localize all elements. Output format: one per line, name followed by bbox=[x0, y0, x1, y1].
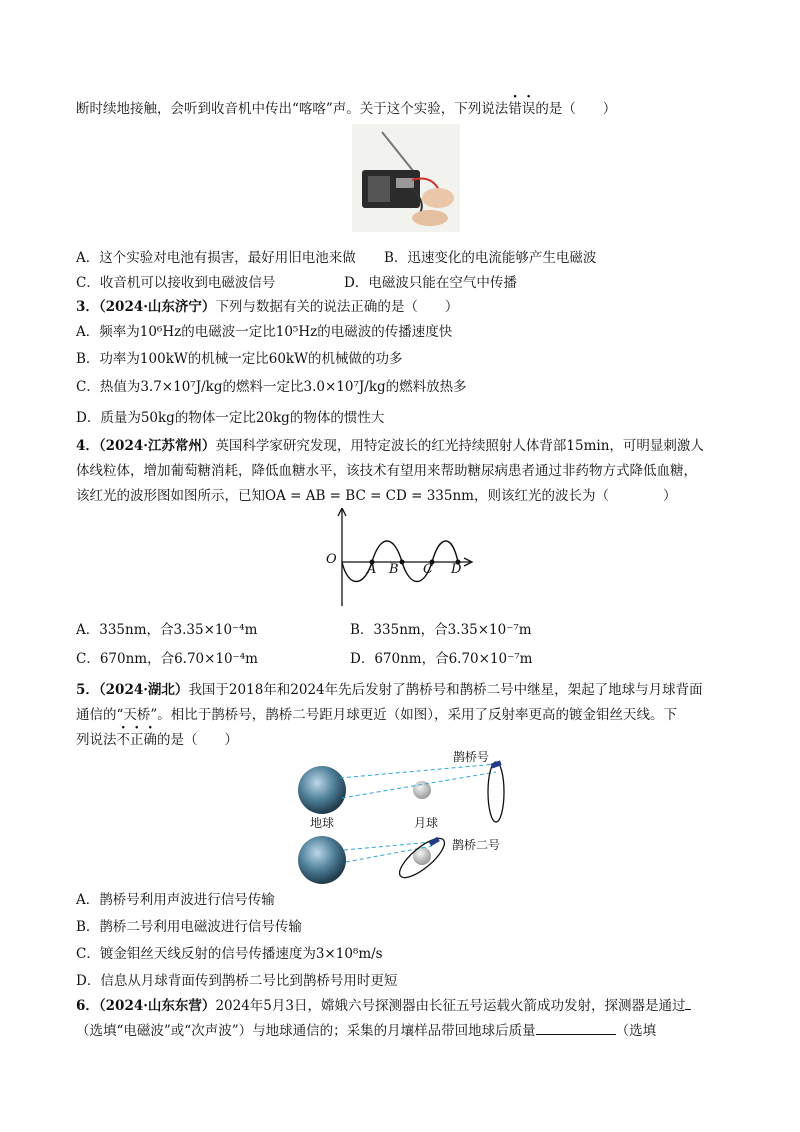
q4-option-a: A．335nm，合3.35×10⁻⁴m bbox=[76, 622, 258, 638]
q5-line3-a: 列说法 bbox=[76, 732, 117, 748]
q6-line1-text: 2024年5月3日，嫦娥六号探测器由长征五号运载火箭成功发射，探测器是通过 bbox=[215, 998, 686, 1014]
q6-blank-1[interactable] bbox=[685, 997, 691, 1010]
q3-number: 3． bbox=[76, 299, 99, 315]
q5-line3-b: 的是（ ） bbox=[157, 732, 238, 748]
q6-line2-a: （选填“电磁波”或“次声波”）与地球通信的；采集的月壤样品带回地球后质量 bbox=[76, 1023, 536, 1039]
q5-source: （2024·湖北） bbox=[98, 682, 189, 698]
wave-label-o: O bbox=[326, 552, 337, 567]
wave-label-d: D bbox=[451, 562, 462, 577]
q6-line2-b: （选填 bbox=[615, 1023, 657, 1039]
q5-line1-text: 我国于2018年和2024年先后发射了鹊桥号和鹊桥二号中继星，架起了地球与月球背面 bbox=[188, 682, 703, 698]
q2-stem bbox=[76, 100, 616, 118]
label-queqiao: 鹊桥号 bbox=[453, 750, 490, 764]
q5-option-a: A．鹊桥号利用声波进行信号传输 bbox=[76, 892, 275, 908]
q3-option-b: B．功率为100kW的机械一定比60kW的机械做的功多 bbox=[76, 351, 403, 367]
q5-line1 bbox=[76, 681, 703, 699]
q5-line2: 通信的“天桥”。相比于鹊桥号，鹊桥二号距月球更近（如图），采用了反射率更高的镀金钼丝天线。下 bbox=[76, 707, 678, 723]
q5-emph-3: 确 bbox=[143, 732, 157, 748]
q2-option-c: C．收音机可以接收到电磁波信号 bbox=[76, 275, 276, 291]
wave-label-b: B bbox=[389, 562, 399, 577]
radio-experiment-photo bbox=[352, 124, 460, 232]
q2-emph-1: 错 bbox=[508, 101, 522, 117]
q5-number: 5． bbox=[76, 682, 99, 698]
q4-line2: 体线粒体，增加葡萄糖消耗，降低血糖水平，该技术有望用来帮助糖尿病患者通过非药物方式降低血糖， bbox=[76, 463, 697, 479]
q3-stem bbox=[76, 298, 458, 316]
q3-option-d: D．质量为50kg的物体一定比20kg的物体的惯性大 bbox=[76, 410, 385, 426]
q4-line1-text: 英国科学家研究发现，用特定波长的红光持续照射人体背部15min，可明显刺激人 bbox=[215, 438, 704, 454]
q4-line3: 该红光的波形图如图所示，已知OA = AB = BC = CD = 335nm，则该红光的波长为（ ） bbox=[76, 488, 677, 504]
q5-option-c: C．镀金钼丝天线反射的信号传播速度为3×10⁸m/s bbox=[76, 946, 383, 962]
q6-source: （2024·山东东营） bbox=[98, 998, 216, 1014]
q2-emph-2: 误 bbox=[521, 101, 536, 117]
label-moon: 月球 bbox=[414, 816, 439, 830]
q5-option-d: D．信息从月球背面传到鹊桥二号比到鹊桥号用时更短 bbox=[76, 973, 398, 989]
q2-option-d: D．电磁波只能在空气中传播 bbox=[344, 275, 517, 291]
q3-stem-text: 下列与数据有关的说法正确的是（ ） bbox=[215, 299, 459, 315]
q5-emph-2: 正 bbox=[130, 732, 144, 748]
q4-source: （2024·江苏常州） bbox=[98, 438, 216, 454]
q6-number: 6． bbox=[76, 998, 99, 1014]
q3-source: （2024·山东济宁） bbox=[98, 299, 216, 315]
label-earth: 地球 bbox=[310, 816, 335, 830]
red-light-waveform bbox=[318, 508, 478, 608]
q4-number: 4． bbox=[76, 438, 99, 454]
earth-icon-top bbox=[298, 766, 346, 814]
q5-line3 bbox=[76, 731, 238, 749]
q3-option-c: C．热值为3.7×10⁷J/kg的燃料一定比3.0×10⁷J/kg的燃料放热多 bbox=[76, 379, 467, 395]
q4-line1 bbox=[76, 437, 704, 455]
q6-line1 bbox=[76, 997, 691, 1015]
q2-option-a: A．这个实验对电池有损害，最好用旧电池来做 bbox=[76, 250, 356, 266]
q6-blank-2[interactable] bbox=[536, 1022, 616, 1035]
q5-option-b: B．鹊桥二号利用电磁波进行信号传输 bbox=[76, 919, 302, 935]
q4-option-d: D．670nm，合6.70×10⁻⁷m bbox=[350, 651, 533, 667]
q2-stem-end: 的是（ ） bbox=[535, 101, 617, 117]
q2-option-b: B．迅速变化的电流能够产生电磁波 bbox=[384, 250, 597, 266]
q2-stem-text: 断时续地接触，会听到收音机中传出“喀喀”声。关于这个实验，下列说法 bbox=[76, 101, 509, 117]
wave-label-a: A bbox=[367, 562, 377, 577]
q4-option-c: C．670nm，合6.70×10⁻⁴m bbox=[76, 651, 258, 667]
q5-emph-1: 不 bbox=[116, 732, 130, 748]
q3-option-a: A．频率为10⁶Hz的电磁波一定比10⁵Hz的电磁波的传播速度快 bbox=[76, 324, 453, 340]
q4-option-b: B．335nm，合3.35×10⁻⁷m bbox=[350, 622, 532, 638]
label-queqiao-2: 鹊桥二号 bbox=[452, 838, 501, 852]
wave-label-c: C bbox=[423, 562, 433, 577]
q6-line2 bbox=[76, 1022, 656, 1040]
